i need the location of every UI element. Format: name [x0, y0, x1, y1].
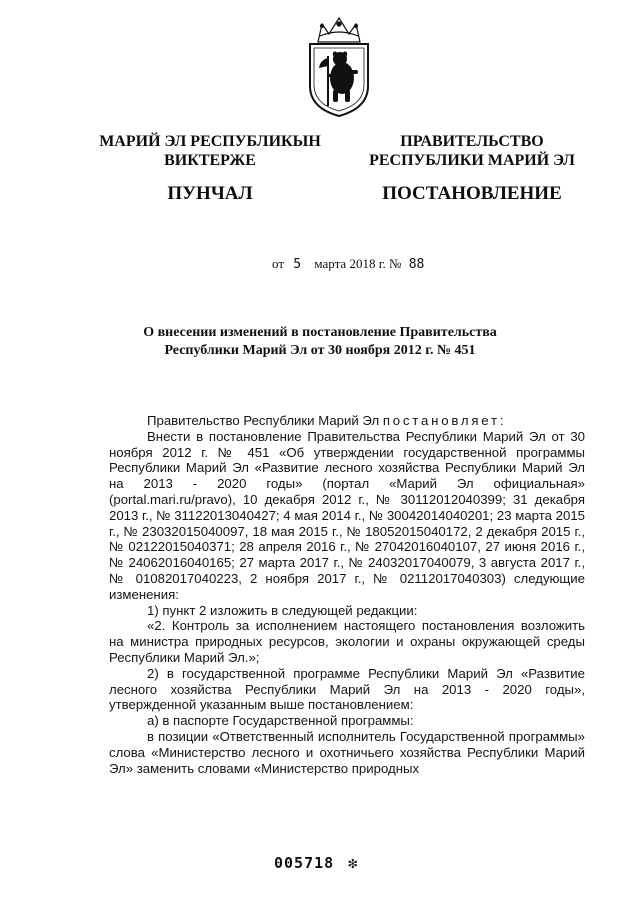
- header-left-line1: МАРИЙ ЭЛ РЕСПУБЛИКЫН: [99, 133, 321, 150]
- serial-stamp: [274, 854, 358, 872]
- body-paragraph-4: 2) в государственной программе Республики Марий Эл «Развитие лесного хозяйства Республики Марий Эл на 2013 - 2020 годы», утвержденной указанным выше постановлением:: [109, 665, 585, 713]
- body-paragraph-2: 1) пункт 2 изложить в следующей редакции:: [147, 602, 418, 618]
- date-month-year: марта 2018 г. №: [314, 256, 402, 271]
- body-paragraph-1: Внести в постановление Правительства Республики Марий Эл от 30 ноября 2012 г. № 451 «Об утверждении государственной программы Республики Марий Эл «Развитие лесного хозяйства Республики Марий Эл на 2013 - 2020 годы» (портал «Марий Эл официальная» (portal.mari.ru/pravo), 10 декабря 2012 г., № 30112012040399; 31 декабря 2013 г., № 31122013040427; 4 мая 2014 г., № 30042014040201; 23 марта 2015 г., № 23032015040097, 18 мая 2015 г., № 18052015040172, 2 декабря 2015 г., № 02122015040371; 28 апреля 2016 г., № 27042016040107, 27 июня 2016 г., № 24062016040165; 27 марта 2017 г., № 24032017040079, 3 августа 2017 г., № 01082017040223, 2 ноября 2017 г., № 02112017040303) следующие изменения:: [109, 428, 585, 602]
- header-right-line1: ПРАВИТЕЛЬСТВО: [400, 133, 544, 150]
- body-paragraph-6: в позиции «Ответственный исполнитель Государственной программы» слова «Министерство лесного и охотничьего хозяйства Республики Марий Эл» заменить словами «Министерство природных: [109, 728, 585, 776]
- decree-lead: Правительство Республики Марий Эл: [147, 413, 380, 428]
- coat-of-arms-emblem: [302, 14, 376, 118]
- date-line: [272, 256, 424, 272]
- header-right-line2: РЕСПУБЛИКИ МАРИЙ ЭЛ: [369, 152, 575, 169]
- body-paragraph-5: а) в паспорте Государственной программы:: [147, 713, 414, 729]
- date-day: 5: [293, 257, 302, 272]
- header-right-block: [352, 132, 592, 205]
- date-prefix: от: [272, 256, 285, 271]
- title-line2: Республики Марий Эл от 30 ноября 2012 г. № 451: [164, 343, 476, 358]
- header-left-line2: ВИКТЕРЖЕ: [164, 152, 256, 169]
- header-left-doc-type: ПУНЧАЛ: [167, 183, 253, 204]
- title-line1: О внесении изменений в постановление Правительства: [143, 325, 497, 340]
- serial-number: 005718: [274, 854, 335, 872]
- decree-paragraph: [109, 413, 585, 429]
- decree-word: постановляет:: [382, 413, 507, 428]
- document-title: [60, 324, 580, 360]
- document-body: [109, 413, 585, 776]
- header-right-doc-type: ПОСТАНОВЛЕНИЕ: [382, 183, 562, 204]
- body-paragraph-3: «2. Контроль за исполнением настоящего постановления возложить на министра природных ресурсов, экологии и охраны окружающей среды Республики Марий Эл.»;: [109, 618, 585, 665]
- document-number: 88: [408, 257, 425, 272]
- header-left-block: [90, 132, 330, 205]
- star-mark-icon: ❇: [348, 854, 359, 872]
- crown-icon: [318, 18, 360, 42]
